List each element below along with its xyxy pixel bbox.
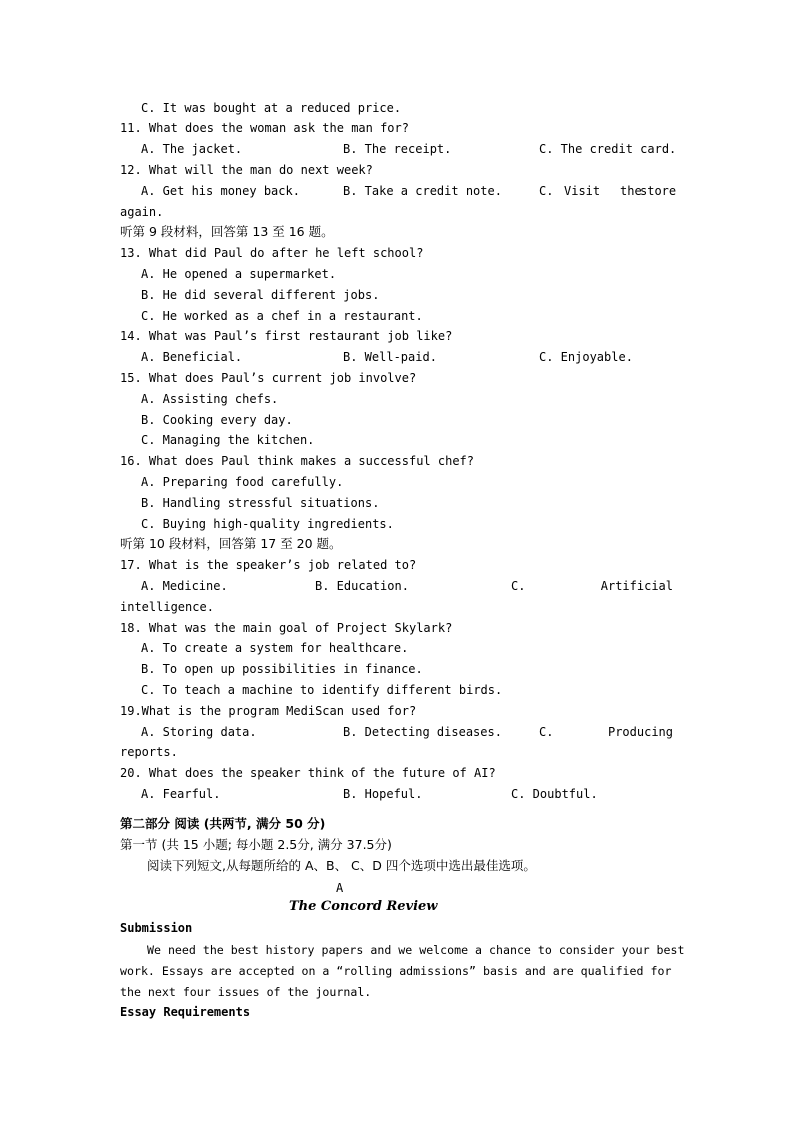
q20-option-b: B. Hopeful.: [343, 787, 423, 801]
q17-question: 17. What is the speaker’s job related to?: [120, 558, 417, 572]
q11-question: 11. What does the woman ask the man for?: [120, 121, 409, 135]
q18-question: 18. What was the main goal of Project Skylark?: [120, 621, 453, 635]
q18-option-b: B. To open up possibilities in finance.: [141, 662, 423, 676]
q19-option-b: B. Detecting diseases.: [343, 725, 502, 739]
q12-option-c: C.: [539, 184, 554, 198]
q20-option-c: C. Doubtful.: [511, 787, 598, 801]
q20-option-a: A. Fearful.: [141, 787, 221, 801]
q11-option-a: A. The jacket.: [141, 142, 243, 156]
section-10-instruction: 听第 10 段材料，回答第 17 至 20 题。: [120, 536, 342, 551]
q12-option-b: B. Take a credit note.: [343, 184, 502, 198]
q17-option-c-continued: intelligence.: [120, 600, 214, 614]
q13-option-a: A. He opened a supermarket.: [141, 267, 337, 281]
q13-option-b: B. He did several different jobs.: [141, 288, 380, 302]
q14-option-c: C. Enjoyable.: [539, 350, 633, 364]
q14-option-b: B. Well-paid.: [343, 350, 437, 364]
q12-question: 12. What will the man do next week?: [120, 163, 373, 177]
q10-option-c: C. It was bought at a reduced price.: [141, 101, 402, 115]
q16-option-a: A. Preparing food carefully.: [141, 475, 344, 489]
part-2-section-1-heading: 第一节 (共 15 小题; 每小题 2.5分, 满分 37.5分): [120, 837, 392, 852]
q15-option-c: C. Managing the kitchen.: [141, 433, 315, 447]
q16-option-c: C. Buying high-quality ingredients.: [141, 517, 394, 531]
reading-instruction: 阅读下列短文,从每题所给的 A、B、 C、D 四个选项中选出最佳选项。: [147, 858, 536, 873]
q19-question: 19.What is the program MediScan used for?: [120, 704, 417, 718]
q20-question: 20. What does the speaker think of the future of AI?: [120, 766, 496, 780]
q15-option-a: A. Assisting chefs.: [141, 392, 279, 406]
q11-option-b: B. The receipt.: [343, 142, 452, 156]
paragraph-line-3: the next four issues of the journal.: [120, 985, 372, 999]
section-9-instruction: 听第 9 段材料，回答第 13 至 16 题。: [120, 224, 334, 239]
q13-question: 13. What did Paul do after he left school?: [120, 246, 424, 260]
q15-question: 15. What does Paul’s current job involve?: [120, 371, 417, 385]
q19-option-c-continued: reports.: [120, 745, 178, 759]
paragraph-line-2: work. Essays are accepted on a “rolling admissions” basis and are qualified for: [120, 964, 672, 978]
q16-option-b: B. Handling stressful situations.: [141, 496, 380, 510]
q14-question: 14. What was Paul’s first restaurant job like?: [120, 329, 453, 343]
q17-option-c: C.: [511, 579, 526, 593]
q12-option-c-continued: again.: [120, 205, 164, 219]
passage-title: The Concord Review: [289, 899, 438, 914]
q14-option-a: A. Beneficial.: [141, 350, 243, 364]
part-2-heading: 第二部分 阅读 (共两节, 满分 50 分): [120, 816, 326, 831]
q17-option-b: B. Education.: [315, 579, 409, 593]
q13-option-c: C. He worked as a chef in a restaurant.: [141, 309, 423, 323]
q17-option-a: A. Medicine.: [141, 579, 228, 593]
submission-heading: Submission: [120, 921, 193, 935]
q11-option-c: C. The credit card.: [539, 142, 677, 156]
q17-option-c-word: Artificial: [600, 579, 673, 593]
q18-option-c: C. To teach a machine to identify different birds.: [141, 683, 503, 697]
q16-question: 16. What does Paul think makes a successful chef?: [120, 454, 475, 468]
paragraph-line-1: We need the best history papers and we welcome a chance to consider your best: [147, 943, 685, 957]
q19-option-c: C.: [539, 725, 554, 739]
q12-option-c-word1: Visit: [564, 184, 601, 198]
passage-letter: A: [336, 881, 344, 895]
essay-requirements-heading: Essay Requirements: [120, 1005, 251, 1019]
q12-option-a: A. Get his money back.: [141, 184, 300, 198]
q19-option-a: A. Storing data.: [141, 725, 257, 739]
q18-option-a: A. To create a system for healthcare.: [141, 641, 409, 655]
q15-option-b: B. Cooking every day.: [141, 413, 293, 427]
q12-option-c-word3: store: [640, 184, 677, 198]
q19-option-c-word: Producing: [607, 725, 673, 739]
q12-option-c-word2: the: [620, 184, 642, 198]
